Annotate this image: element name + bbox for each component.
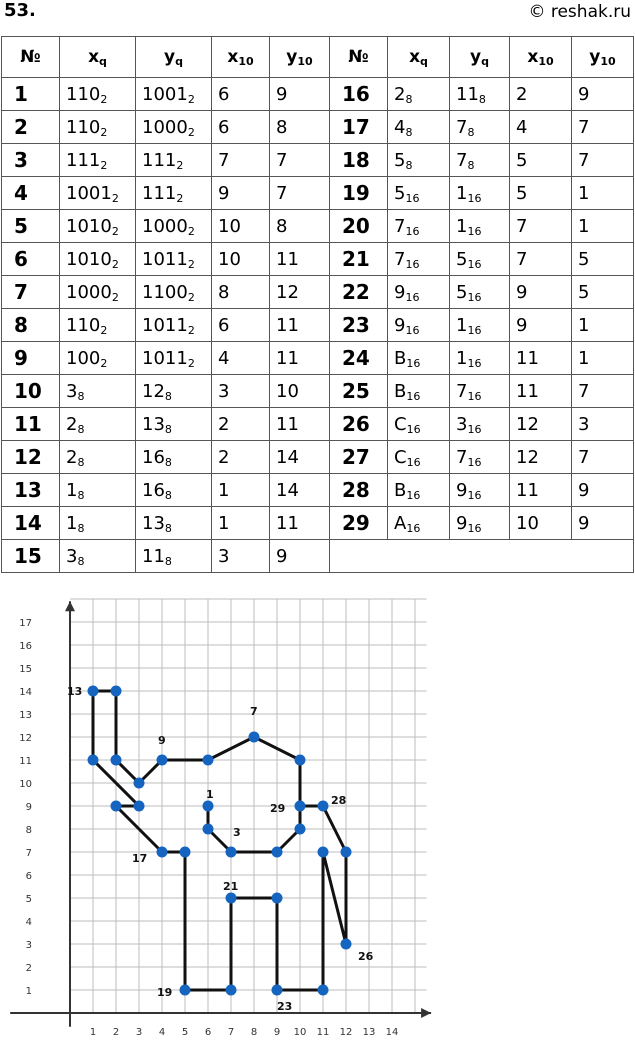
x-tick-label: 2: [112, 1027, 120, 1038]
coord-decimal: 10: [212, 210, 270, 243]
coord-in-base: $1000_2$: [136, 111, 212, 144]
coordinates-table: [1, 36, 634, 573]
plot-point: [111, 755, 122, 766]
coord-decimal: 11: [510, 342, 572, 375]
column-header: $x_q$: [388, 37, 450, 78]
coord-in-base: $5_{16}$: [450, 276, 510, 309]
coord-in-base: $2_8$: [60, 441, 136, 474]
table-row: [2, 408, 634, 441]
point-number: 11: [2, 408, 60, 441]
point-number: 13: [2, 474, 60, 507]
coord-in-base: $5_8$: [388, 144, 450, 177]
coordinate-plot: [0, 588, 635, 1058]
point-number: 5: [2, 210, 60, 243]
coord-decimal: 10: [270, 375, 330, 408]
coord-decimal: 4: [212, 342, 270, 375]
coord-in-base: $1_{16}$: [450, 309, 510, 342]
coord-in-base: $1001_2$: [136, 78, 212, 111]
point-number: 4: [2, 177, 60, 210]
plot-point: [295, 824, 306, 835]
y-tick-label: 10: [19, 779, 32, 790]
x-tick-label: 8: [250, 1027, 258, 1038]
coord-in-base: $C_{16}$: [388, 408, 450, 441]
coord-decimal: 9: [510, 309, 572, 342]
coord-in-base: $16_8$: [136, 441, 212, 474]
coord-in-base: $9_{16}$: [388, 276, 450, 309]
y-tick-label: 9: [25, 802, 32, 813]
coord-decimal: 12: [510, 408, 572, 441]
coord-decimal: 11: [270, 309, 330, 342]
table-row: [2, 507, 634, 540]
coord-in-base: $B_{16}$: [388, 342, 450, 375]
point-label: 3: [233, 826, 241, 839]
x-tick-label: 9: [273, 1027, 281, 1038]
coord-decimal: 5: [572, 276, 634, 309]
coord-decimal: 8: [270, 210, 330, 243]
point-number: 3: [2, 144, 60, 177]
coord-decimal: 7: [270, 177, 330, 210]
coord-in-base: $1000_2$: [136, 210, 212, 243]
column-header: $y_q$: [136, 37, 212, 78]
coord-in-base: $1011_2$: [136, 342, 212, 375]
plot-point: [318, 847, 329, 858]
point-label: 1: [206, 788, 214, 801]
coord-in-base: $13_8$: [136, 507, 212, 540]
coord-in-base: $11_8$: [136, 540, 212, 573]
plot-point: [157, 847, 168, 858]
coord-in-base: $111_2$: [136, 177, 212, 210]
coord-decimal: 11: [270, 507, 330, 540]
x-tick-label: 13: [362, 1027, 376, 1038]
x-tick-label: 7: [227, 1027, 235, 1038]
column-header: №: [330, 37, 388, 78]
point-number: 14: [2, 507, 60, 540]
y-tick-label: 8: [25, 825, 32, 836]
point-number: 2: [2, 111, 60, 144]
y-tick-label: 1: [25, 986, 32, 997]
coord-in-base: $7_8$: [450, 144, 510, 177]
coord-in-base: $C_{16}$: [388, 441, 450, 474]
table-row: [2, 243, 634, 276]
coord-in-base: $100_2$: [60, 342, 136, 375]
point-number: 9: [2, 342, 60, 375]
empty-cell: [330, 540, 634, 573]
plot-point: [226, 893, 237, 904]
coord-in-base: $1_{16}$: [450, 210, 510, 243]
coord-decimal: 9: [270, 78, 330, 111]
coord-in-base: $A_{16}$: [388, 507, 450, 540]
column-header: $x_{10}$: [510, 37, 572, 78]
coord-in-base: $1000_2$: [60, 276, 136, 309]
coord-decimal: 9: [572, 78, 634, 111]
coord-decimal: 12: [270, 276, 330, 309]
table-row: [2, 441, 634, 474]
coord-in-base: $1_8$: [60, 507, 136, 540]
table-row: [2, 540, 634, 573]
coord-in-base: $13_8$: [136, 408, 212, 441]
coord-in-base: $3_{16}$: [450, 408, 510, 441]
coord-decimal: 3: [572, 408, 634, 441]
plot-point: [341, 847, 352, 858]
point-number: 24: [330, 342, 388, 375]
plot-point: [134, 778, 145, 789]
y-tick-label: 3: [25, 940, 32, 951]
table-row: [2, 144, 634, 177]
coord-in-base: $110_2$: [60, 309, 136, 342]
plot-point: [226, 847, 237, 858]
coord-decimal: 9: [572, 474, 634, 507]
coord-decimal: 5: [510, 177, 572, 210]
point-number: 16: [330, 78, 388, 111]
coord-decimal: 7: [572, 111, 634, 144]
coord-in-base: $1_{16}$: [450, 177, 510, 210]
plot-point: [272, 985, 283, 996]
plot-point: [203, 801, 214, 812]
coord-in-base: $4_8$: [388, 111, 450, 144]
y-tick-label: 14: [19, 687, 32, 698]
plot-point: [341, 939, 352, 950]
point-number: 29: [330, 507, 388, 540]
coord-in-base: $111_2$: [60, 144, 136, 177]
coord-decimal: 1: [212, 474, 270, 507]
coord-in-base: $111_2$: [136, 144, 212, 177]
table-header-row: [2, 37, 634, 78]
y-tick-label: 7: [25, 848, 32, 859]
y-tick-label: 6: [25, 871, 32, 882]
coord-in-base: $5_{16}$: [450, 243, 510, 276]
x-tick-label: 3: [135, 1027, 143, 1038]
x-tick-label: 6: [204, 1027, 212, 1038]
column-header: $x_q$: [60, 37, 136, 78]
coord-in-base: $12_8$: [136, 375, 212, 408]
coord-decimal: 3: [212, 540, 270, 573]
coord-in-base: $1_8$: [60, 474, 136, 507]
coord-decimal: 8: [212, 276, 270, 309]
coord-decimal: 6: [212, 111, 270, 144]
point-number: 8: [2, 309, 60, 342]
table-row: [2, 375, 634, 408]
x-tick-label: 1: [89, 1027, 97, 1038]
point-number: 25: [330, 375, 388, 408]
point-label: 13: [67, 685, 83, 698]
coord-in-base: $2_8$: [388, 78, 450, 111]
coord-decimal: 9: [510, 276, 572, 309]
table-row: [2, 276, 634, 309]
coord-decimal: 5: [510, 144, 572, 177]
point-number: 10: [2, 375, 60, 408]
point-number: 20: [330, 210, 388, 243]
coord-decimal: 9: [212, 177, 270, 210]
coord-in-base: $1010_2$: [60, 243, 136, 276]
coord-decimal: 9: [270, 540, 330, 573]
coord-decimal: 7: [572, 375, 634, 408]
coord-decimal: 1: [572, 177, 634, 210]
figure-outline: [93, 691, 346, 990]
column-header: $y_q$: [450, 37, 510, 78]
coord-decimal: 7: [510, 243, 572, 276]
coord-decimal: 2: [510, 78, 572, 111]
plot-point: [226, 985, 237, 996]
coord-in-base: $9_{16}$: [388, 309, 450, 342]
coord-decimal: 7: [572, 441, 634, 474]
plot-point: [157, 755, 168, 766]
point-number: 28: [330, 474, 388, 507]
coord-decimal: 10: [510, 507, 572, 540]
coord-decimal: 2: [212, 408, 270, 441]
coord-decimal: 7: [572, 144, 634, 177]
coord-decimal: 7: [510, 210, 572, 243]
coord-in-base: $7_{16}$: [388, 210, 450, 243]
plot-point: [295, 801, 306, 812]
coord-in-base: $110_2$: [60, 78, 136, 111]
plot-point: [88, 686, 99, 697]
site-credit: © reshak.ru: [528, 2, 631, 22]
coord-decimal: 1: [572, 210, 634, 243]
plot-point: [272, 893, 283, 904]
point-label: 7: [250, 705, 258, 718]
coord-in-base: $9_{16}$: [450, 474, 510, 507]
table-row: [2, 78, 634, 111]
coord-decimal: 3: [212, 375, 270, 408]
point-number: 17: [330, 111, 388, 144]
y-tick-label: 13: [19, 710, 32, 721]
point-number: 15: [2, 540, 60, 573]
x-tick-label: 4: [158, 1027, 166, 1038]
plot-point: [203, 824, 214, 835]
coord-decimal: 7: [212, 144, 270, 177]
column-header: №: [2, 37, 60, 78]
coord-in-base: $110_2$: [60, 111, 136, 144]
coord-in-base: $11_8$: [450, 78, 510, 111]
point-number: 6: [2, 243, 60, 276]
plot-point: [318, 985, 329, 996]
x-tick-label: 14: [385, 1027, 399, 1038]
point-number: 23: [330, 309, 388, 342]
coord-in-base: $1100_2$: [136, 276, 212, 309]
coord-decimal: 11: [270, 408, 330, 441]
table-row: [2, 210, 634, 243]
y-tick-label: 5: [25, 894, 32, 905]
coord-decimal: 14: [270, 441, 330, 474]
plot-point: [249, 732, 260, 743]
column-header: $x_{10}$: [212, 37, 270, 78]
point-number: 12: [2, 441, 60, 474]
coord-decimal: 1: [212, 507, 270, 540]
point-label: 21: [223, 880, 239, 893]
coord-in-base: $1010_2$: [60, 210, 136, 243]
coord-in-base: $7_{16}$: [450, 375, 510, 408]
y-tick-label: 12: [19, 733, 32, 744]
point-number: 18: [330, 144, 388, 177]
point-label: 26: [358, 950, 374, 963]
coord-decimal: 8: [270, 111, 330, 144]
y-tick-label: 2: [25, 963, 32, 974]
coord-decimal: 11: [270, 342, 330, 375]
point-number: 26: [330, 408, 388, 441]
coord-decimal: 11: [510, 474, 572, 507]
plot-point: [180, 985, 191, 996]
point-number: 7: [2, 276, 60, 309]
coord-in-base: $2_8$: [60, 408, 136, 441]
coord-decimal: 1: [572, 309, 634, 342]
point-label: 29: [270, 802, 286, 815]
x-tick-label: 11: [316, 1027, 330, 1038]
table-row: [2, 309, 634, 342]
point-number: 22: [330, 276, 388, 309]
plot-point: [272, 847, 283, 858]
column-header: $y_{10}$: [270, 37, 330, 78]
coord-in-base: $7_8$: [450, 111, 510, 144]
coord-in-base: $1_{16}$: [450, 342, 510, 375]
coord-in-base: $9_{16}$: [450, 507, 510, 540]
plot-point: [111, 686, 122, 697]
x-tick-label: 12: [339, 1027, 353, 1038]
coord-decimal: 4: [510, 111, 572, 144]
coord-in-base: $3_8$: [60, 540, 136, 573]
point-number: 21: [330, 243, 388, 276]
coord-in-base: $1011_2$: [136, 243, 212, 276]
point-label: 17: [132, 852, 148, 865]
column-header: $y_{10}$: [572, 37, 634, 78]
coord-decimal: 10: [212, 243, 270, 276]
coord-in-base: $5_{16}$: [388, 177, 450, 210]
y-tick-label: 11: [19, 756, 32, 767]
point-label: 9: [158, 734, 166, 747]
point-number: 1: [2, 78, 60, 111]
y-axis-arrow: [65, 601, 75, 611]
x-axis-arrow: [421, 1008, 431, 1018]
coord-in-base: $1011_2$: [136, 309, 212, 342]
coord-in-base: $1001_2$: [60, 177, 136, 210]
coord-in-base: $3_8$: [60, 375, 136, 408]
plot-point: [318, 801, 329, 812]
coord-decimal: 6: [212, 78, 270, 111]
coord-decimal: 5: [572, 243, 634, 276]
coord-decimal: 2: [212, 441, 270, 474]
point-number: 27: [330, 441, 388, 474]
coord-decimal: 11: [270, 243, 330, 276]
y-tick-label: 15: [19, 664, 32, 675]
y-tick-label: 4: [25, 917, 32, 928]
problem-number: 53.: [4, 0, 36, 21]
point-label: 28: [331, 794, 347, 807]
table-row: [2, 474, 634, 507]
plot-point: [111, 801, 122, 812]
x-tick-label: 5: [181, 1027, 189, 1038]
plot-point: [180, 847, 191, 858]
coord-decimal: 9: [572, 507, 634, 540]
coord-decimal: 6: [212, 309, 270, 342]
coord-decimal: 12: [510, 441, 572, 474]
coord-decimal: 11: [510, 375, 572, 408]
y-tick-label: 16: [19, 641, 32, 652]
coord-in-base: $B_{16}$: [388, 474, 450, 507]
table-row: [2, 177, 634, 210]
table-row: [2, 111, 634, 144]
plot-point: [134, 801, 145, 812]
plot-point: [88, 755, 99, 766]
point-label: 19: [157, 986, 173, 999]
x-tick-label: 10: [293, 1027, 307, 1038]
plot-point: [203, 755, 214, 766]
coord-in-base: $7_{16}$: [450, 441, 510, 474]
y-tick-label: 17: [19, 618, 32, 629]
coord-in-base: $16_8$: [136, 474, 212, 507]
coord-decimal: 1: [572, 342, 634, 375]
coord-decimal: 7: [270, 144, 330, 177]
coord-in-base: $7_{16}$: [388, 243, 450, 276]
plot-point: [295, 755, 306, 766]
point-number: 19: [330, 177, 388, 210]
coord-in-base: $B_{16}$: [388, 375, 450, 408]
table-row: [2, 342, 634, 375]
coord-decimal: 14: [270, 474, 330, 507]
point-label: 23: [277, 1000, 293, 1013]
